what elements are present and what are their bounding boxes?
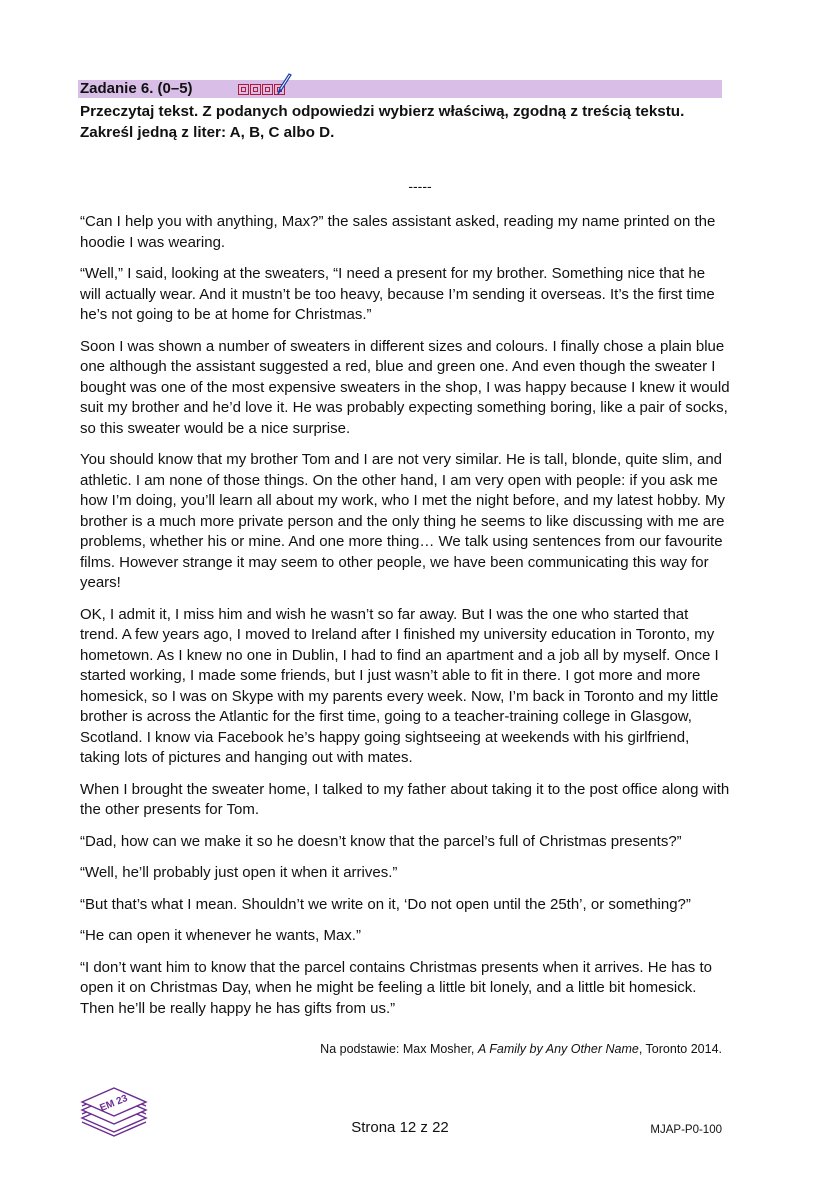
pen-icon [276, 72, 292, 96]
task-instruction [80, 101, 740, 143]
story-paragraph: “Well, he’ll probably just open it when it arrives.” [80, 864, 398, 881]
page-number: Strona 12 z 22 [351, 1119, 449, 1136]
instruction-line: Zakreśl jedną z liter: A, B, C albo D. [80, 124, 335, 141]
source-prefix: Na podstawie: Max Mosher, [320, 1042, 478, 1056]
story-paragraph: “He can open it whenever he wants, Max.” [80, 927, 361, 944]
story-paragraph: “Dad, how can we make it so he doesn’t know that the parcel’s full of Christmas presents?” [80, 832, 682, 850]
story-text [80, 212, 730, 1030]
source-suffix: , Toronto 2014. [638, 1042, 722, 1056]
story-paragraph: You should know that my brother Tom and I are not very similar. He is tall, blonde, quite slim, and athletic. I am none of those things. On the other hand, I am very open with people: if you ask me how I’m doing, you’ll learn all about my work, who I met the night before, and my latest hobby. My brother is a much more private person and the only thing he seems to like discussing with me are problems, whether his or mine. And one more thing… We talk using sentences from our favourite films. However strange it may seem to other people, we have been communicating this way for years! [80, 451, 726, 591]
story-paragraph: When I brought the sweater home, I talked to my father about taking it to the post office along with the other presents for Tom. [80, 780, 730, 818]
story-paragraph: OK, I admit it, I miss him and wish he wasn’t so far away. But I was the one who started that trend. A few years ago, I moved to Ireland after I finished my university education in Toronto, my hometown. As I knew no one in Dublin, I had to find an apartment and a job all by myself. Once I started working, I made some friends, but I just wasn’t able to fit in there. I got more and more homesick, so I was on Skype with my parents every week. Now, I’m back in Toronto and my little brother is across the Atlantic for the first time, going to a teacher-training college in Glasgow, Scotland. I know via Facebook he’s happy going sightseeing at weekends with his girlfriend, taking lots of pictures and hanging out with mates. [80, 605, 719, 766]
separator: ----- [408, 178, 432, 194]
task-title: Zadanie 6. (0–5) [80, 80, 193, 97]
source-citation [320, 1041, 722, 1057]
story-paragraph: Soon I was shown a number of sweaters in different sizes and colours. I finally chose a plain blue one although the assistant suggested a red, blue and green one. And even though the sweater I bought was one of the most expensive sweaters in the shop, I was happy because I knew it would suit my brother and he’d love it. He was probably expecting something boring, like a pair of socks, so this sweater would be a nice surprise. [80, 337, 730, 437]
instruction-line: Przeczytaj tekst. Z podanych odpowiedzi wybierz właściwą, zgodną z treścią tekstu. [80, 103, 685, 120]
story-paragraph: “Can I help you with anything, Max?” the sales assistant asked, reading my name printed on the hoodie I was wearing. [80, 213, 716, 251]
source-book-title: A Family by Any Other Name [477, 1042, 639, 1056]
story-paragraph: “I don’t want him to know that the parcel contains Christmas presents when it arrives. He has to open it on Christmas Day, when he might be feeling a little bit lonely, and a little bit homesick. Then he’ll be really happy he has gifts from us.” [80, 958, 712, 1017]
logo-text: EM 23 [98, 1093, 130, 1115]
score-box-icon [250, 84, 261, 95]
story-paragraph: “But that’s what I mean. Shouldn’t we write on it, ‘Do not open until the 25th’, or something?” [80, 895, 691, 913]
score-box-icon [238, 84, 249, 95]
document-code: MJAP-P0-100 [650, 1124, 722, 1136]
score-box-icon [262, 84, 273, 95]
story-paragraph: “Well,” I said, looking at the sweaters, “I need a present for my brother. Something nice that he will actually wear. And it mustn’t be too heavy, because I’m sending it overseas. It’s the first time he’s not going to be at home for Christmas.” [80, 265, 715, 323]
